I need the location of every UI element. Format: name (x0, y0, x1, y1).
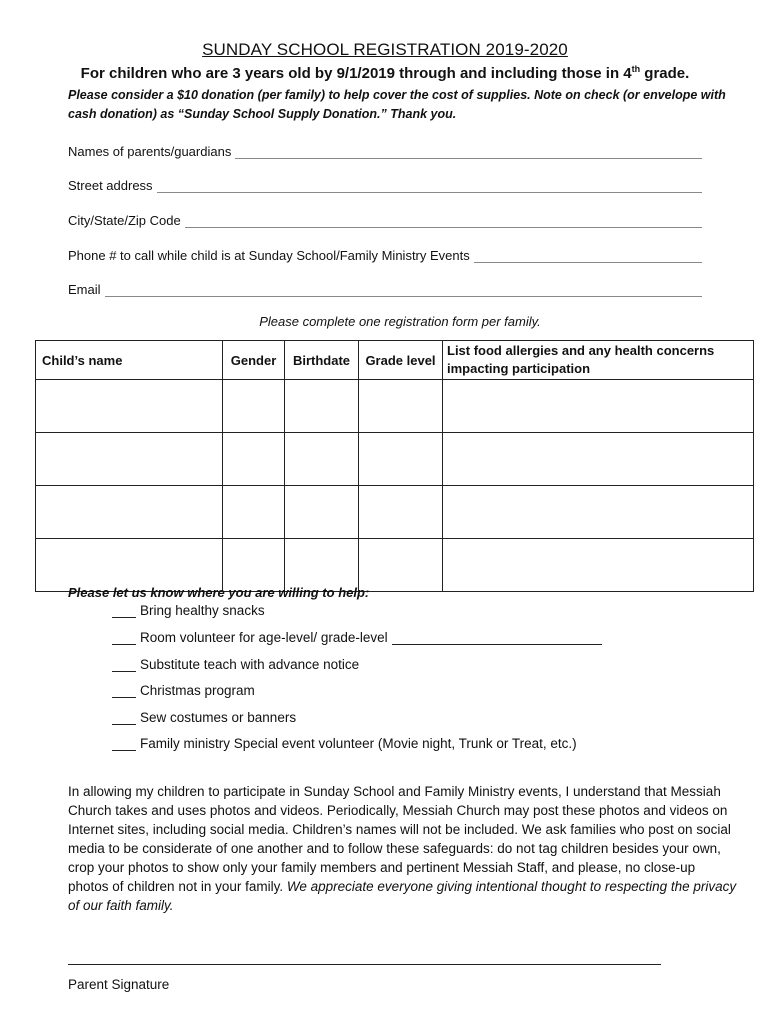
help-item-label: Room volunteer for age-level/ grade-level (140, 630, 388, 645)
help-item-label: Sew costumes or banners (140, 710, 297, 725)
signature-label: Parent Signature (68, 977, 170, 992)
birthdate-cell[interactable] (285, 380, 359, 433)
subtitle-end: grade. (640, 65, 690, 82)
street-address-label: Street address (68, 178, 153, 193)
allergies-cell[interactable] (443, 539, 754, 592)
birthdate-cell[interactable] (285, 433, 359, 486)
table-row (36, 486, 754, 539)
help-item-label: Substitute teach with advance notice (140, 657, 360, 672)
grade-level-cell[interactable] (359, 539, 443, 592)
help-item-room-volunteer (112, 630, 602, 645)
children-table (35, 340, 754, 592)
help-checkline[interactable] (112, 710, 136, 725)
city-state-zip-label: City/State/Zip Code (68, 213, 181, 228)
consent-paragraph (68, 782, 738, 915)
consent-italic: We appreciate everyone giving intentional thought to respecting the privacy of our faith family. (68, 879, 737, 913)
subtitle-superscript: th (631, 64, 641, 74)
table-row (36, 380, 754, 433)
child-name-cell[interactable] (36, 486, 223, 539)
email-line[interactable] (105, 284, 702, 297)
form-note: Please complete one registration form per family. (259, 314, 541, 329)
help-checkline[interactable] (112, 630, 136, 645)
form-title: SUNDAY SCHOOL REGISTRATION 2019-2020 (202, 40, 568, 59)
help-item-sew (112, 710, 296, 725)
email-label: Email (68, 282, 101, 297)
birthdate-cell[interactable] (285, 539, 359, 592)
parents-names-label: Names of parents/guardians (68, 144, 232, 159)
allergies-cell[interactable] (443, 380, 754, 433)
help-checkline[interactable] (112, 657, 136, 672)
street-address-field[interactable] (68, 175, 702, 193)
gender-cell[interactable] (223, 380, 285, 433)
birthdate-cell[interactable] (285, 486, 359, 539)
grade-level-cell[interactable] (359, 380, 443, 433)
phone-line[interactable] (474, 250, 702, 263)
street-address-line[interactable] (157, 180, 702, 193)
consent-text: In allowing my children to participate in Sunday School and Family Ministry events, I understand that Messiah Church takes and uses photos and videos. Periodically, Messiah Church may post these photos and videos on Internet sites, including social media. Children’s names will not be included. We ask families who post on social media to be considerate of one another and to follow these safeguards: do not tag children besides your own, crop your photos to show only your family members and pertinent Messiah Staff, and please, no close-up photos of children not in your family. (68, 784, 731, 894)
help-item-family-ministry (112, 736, 577, 751)
help-item-label: Bring healthy snacks (140, 603, 265, 618)
col-grade-level: Grade level (359, 341, 443, 380)
child-name-cell[interactable] (36, 539, 223, 592)
parents-names-line[interactable] (235, 146, 702, 159)
child-name-cell[interactable] (36, 380, 223, 433)
help-checkline[interactable] (112, 736, 136, 751)
help-item-substitute (112, 657, 359, 672)
parents-names-field[interactable] (68, 141, 702, 159)
email-field[interactable] (68, 279, 702, 297)
phone-field[interactable] (68, 245, 702, 263)
col-allergies: List food allergies and any health concerns impacting participation (443, 341, 754, 380)
grade-level-cell[interactable] (359, 486, 443, 539)
help-item-christmas (112, 683, 255, 698)
allergies-cell[interactable] (443, 486, 754, 539)
form-subtitle (0, 64, 770, 82)
signature-line[interactable] (68, 964, 661, 965)
child-name-cell[interactable] (36, 433, 223, 486)
help-checkline[interactable] (112, 683, 136, 698)
col-birthdate: Birthdate (285, 341, 359, 380)
phone-label: Phone # to call while child is at Sunday School/Family Ministry Events (68, 248, 470, 263)
gender-cell[interactable] (223, 539, 285, 592)
subtitle-text: For children who are 3 years old by 9/1/2019 through and including those in 4 (80, 65, 632, 82)
help-item-label: Christmas program (140, 683, 255, 698)
donation-note: Please consider a $10 donation (per family) to help cover the cost of supplies. Note on check (or envelope with cash donation) as “Sunday School Supply Donation.” Thank you. (68, 88, 726, 121)
grade-level-line[interactable] (392, 630, 602, 645)
city-state-zip-field[interactable] (68, 210, 702, 228)
table-row (36, 433, 754, 486)
city-state-zip-line[interactable] (185, 215, 702, 228)
table-row (36, 539, 754, 592)
help-item-snacks (112, 603, 265, 618)
col-gender: Gender (223, 341, 285, 380)
help-item-label: Family ministry Special event volunteer (Movie night, Trunk or Treat, etc.) (140, 736, 577, 751)
help-title: Please let us know where you are willing to help: (68, 585, 370, 600)
allergies-cell[interactable] (443, 433, 754, 486)
grade-level-cell[interactable] (359, 433, 443, 486)
gender-cell[interactable] (223, 486, 285, 539)
help-checkline[interactable] (112, 603, 136, 618)
col-child-name: Child’s name (36, 341, 223, 380)
gender-cell[interactable] (223, 433, 285, 486)
table-header-row (36, 341, 754, 380)
